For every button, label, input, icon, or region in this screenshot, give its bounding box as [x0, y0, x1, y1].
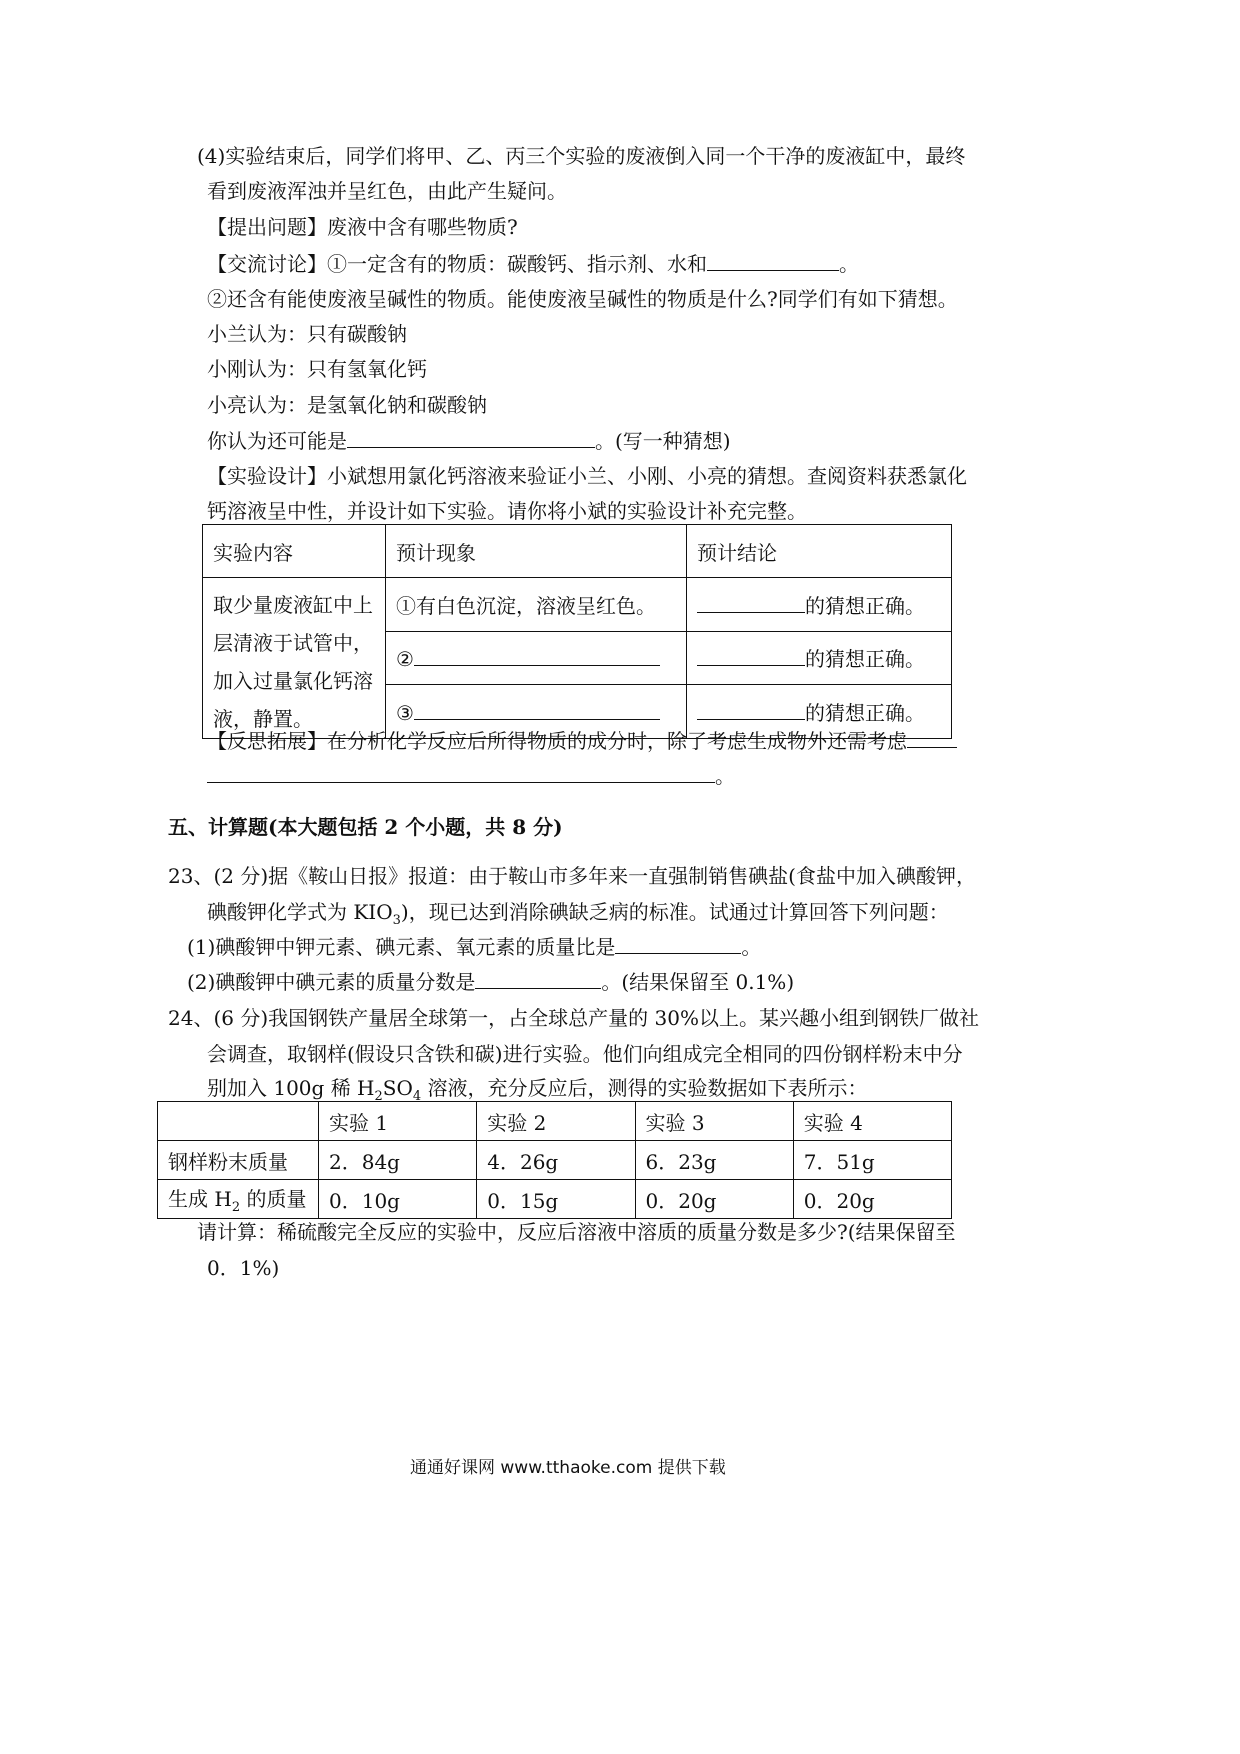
row-label-a: 生成 H	[168, 1187, 232, 1211]
header-cell: 实验 2	[477, 1102, 635, 1141]
phenomenon-cell	[386, 631, 687, 685]
phenomenon-text: ②	[396, 646, 414, 671]
q4-guess-text: 你认为还可能是	[207, 429, 347, 453]
table-cell: 4．26g	[477, 1141, 635, 1180]
answer-blank[interactable]	[414, 699, 660, 720]
experiment-design-table	[202, 524, 952, 739]
experiment-data-table	[157, 1101, 952, 1219]
conclusion-text: 的猜想正确。	[805, 701, 925, 726]
conclusion-cell	[687, 631, 952, 685]
conclusion-text: 的猜想正确。	[805, 593, 925, 618]
table-cell: 2．84g	[319, 1141, 477, 1180]
q4-discuss-1	[207, 250, 859, 278]
q23-line-2-a: 碘酸钾化学式为 KIO	[207, 900, 393, 924]
q24-line-1: 24、(6 分)我国钢铁产量居全球第一，占全球总产量的 30%以上。某兴趣小组到钢铁厂做社	[168, 1006, 979, 1030]
q23-line-2-b: )，现已达到消除碘缺乏病的标准。试通过计算回答下列问题：	[400, 900, 949, 924]
table-cell: 0．10g	[319, 1180, 477, 1219]
guess-xiaogang: 小刚认为：只有氢氧化钙	[207, 357, 427, 381]
formula-subscript: 4	[412, 1089, 422, 1104]
header-cell: 实验 3	[635, 1102, 793, 1141]
content-line: 加入过量氯化钙溶	[213, 669, 373, 693]
answer-blank[interactable]	[207, 762, 715, 783]
answer-blank[interactable]	[347, 427, 595, 448]
q4-reflect-cont	[207, 762, 735, 790]
answer-blank[interactable]	[707, 250, 839, 271]
guess-xiaoliang: 小亮认为：是氢氧化钠和碳酸钠	[207, 393, 487, 417]
formula-subscript: 2	[374, 1089, 383, 1104]
content-line: 液，静置。	[213, 707, 313, 731]
q4-reflect-end: 。	[715, 764, 735, 788]
formula-subscript: 3	[392, 913, 401, 928]
q23-line-1: 23、(2 分)据《鞍山日报》报道：由于鞍山市多年来一直强制销售碘盐(食盐中加入碘酸钾，	[168, 864, 976, 888]
table-header-row	[203, 525, 952, 578]
header-cell: 预计现象	[386, 525, 687, 578]
header-cell	[158, 1102, 319, 1141]
content-line: 层清液于试管中，	[213, 631, 373, 655]
table-row	[203, 578, 952, 632]
answer-blank[interactable]	[907, 727, 957, 748]
row-label: 钢样粉末质量	[158, 1141, 319, 1180]
q4-design-2: 钙溶液呈中性，并设计如下实验。请你将小斌的实验设计补充完整。	[207, 499, 807, 523]
content-line: 取少量废液缸中上	[213, 593, 373, 617]
q4-discuss-1-text: 【交流讨论】①一定含有的物质：碳酸钙、指示剂、水和	[207, 252, 707, 276]
experiment-content-cell	[203, 578, 386, 739]
q4-guess-end: 。(写一种猜想)	[595, 429, 731, 453]
answer-blank[interactable]	[697, 645, 805, 666]
q4-discuss-2: ②还含有能使废液呈碱性的物质。能使废液呈碱性的物质是什么?同学们有如下猜想。	[207, 287, 958, 311]
table-header-row	[158, 1102, 952, 1141]
q23-sub-2	[187, 968, 794, 996]
table-row	[158, 1141, 952, 1180]
q4-intro-line-1: (4)实验结束后，同学们将甲、乙、丙三个实验的废液倒入同一个干净的废液缸中，最终	[197, 144, 966, 168]
table-cell: 7．51g	[793, 1141, 951, 1180]
table-row	[158, 1180, 952, 1219]
row-label-b: 的质量	[240, 1187, 307, 1211]
formula-subscript: 2	[231, 1200, 241, 1215]
phenomenon-text: ①有白色沉淀，溶液呈红色。	[396, 593, 656, 618]
q4-guess	[207, 427, 731, 455]
table-cell: 6．23g	[635, 1141, 793, 1180]
q4-reflect	[207, 727, 957, 755]
q23-sub-1-text: (1)碘酸钾中钾元素、碘元素、氧元素的质量比是	[187, 935, 616, 959]
conclusion-cell	[687, 578, 952, 632]
header-cell: 实验 4	[793, 1102, 951, 1141]
answer-blank[interactable]	[697, 699, 805, 720]
row-label	[158, 1180, 319, 1219]
q24-line-2: 会调查，取钢样(假设只含铁和碳)进行实验。他们向组成完全相同的四份钢样粉末中分	[207, 1042, 963, 1066]
q24-ask-1: 请计算：稀硫酸完全反应的实验中，反应后溶液中溶质的质量分数是多少?(结果保留至	[197, 1220, 956, 1244]
header-cell: 预计结论	[687, 525, 952, 578]
q4-reflect-text: 【反思拓展】在分析化学反应后所得物质的成分时，除了考虑生成物外还需考虑	[207, 729, 907, 753]
answer-blank[interactable]	[414, 645, 660, 666]
table-cell: 0．20g	[793, 1180, 951, 1219]
answer-blank[interactable]	[615, 933, 741, 954]
q23-sub-1	[187, 933, 761, 961]
answer-blank[interactable]	[475, 968, 601, 989]
q24-ask-2: 0．1%)	[207, 1256, 280, 1280]
q23-sub-2-text: (2)碘酸钾中碘元素的质量分数是	[187, 970, 476, 994]
q24-line-3-b: SO	[382, 1076, 413, 1100]
section-title: 五、计算题(本大题包括 2 个小题，共 8 分)	[168, 815, 563, 839]
q23-sub-2-end: 。(结果保留至 0.1%)	[601, 970, 795, 994]
phenomenon-cell	[386, 578, 687, 632]
q24-line-3-a: 别加入 100g 稀 H	[207, 1076, 375, 1100]
q4-design-1: 【实验设计】小斌想用氯化钙溶液来验证小兰、小刚、小亮的猜想。查阅资料获悉氯化	[207, 464, 967, 488]
footer-credit: 通通好课网 www.tthaoke.com 提供下载	[410, 1458, 726, 1478]
q24-line-3-c: 溶液，充分反应后，测得的实验数据如下表所示：	[421, 1076, 868, 1100]
table-cell: 0．20g	[635, 1180, 793, 1219]
header-cell: 实验 1	[319, 1102, 477, 1141]
q23-line-2	[207, 898, 949, 935]
q4-discuss-1-end: 。	[839, 252, 859, 276]
phenomenon-text: ③	[396, 700, 414, 725]
guess-xiaolan: 小兰认为：只有碳酸钠	[207, 322, 407, 346]
q4-intro-line-2: 看到废液浑浊并呈红色，由此产生疑问。	[207, 179, 567, 203]
table-cell: 0．15g	[477, 1180, 635, 1219]
header-cell: 实验内容	[203, 525, 386, 578]
q23-sub-1-end: 。	[741, 935, 762, 959]
answer-blank[interactable]	[697, 592, 805, 613]
conclusion-text: 的猜想正确。	[805, 647, 925, 672]
q4-question: 【提出问题】废液中含有哪些物质?	[207, 215, 518, 239]
